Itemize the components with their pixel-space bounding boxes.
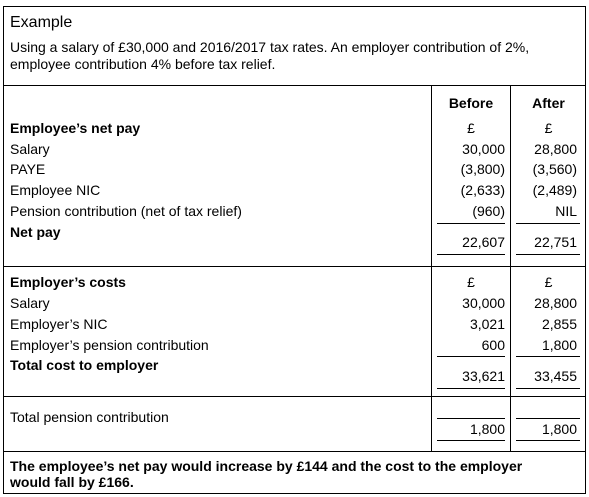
column-divider-before <box>431 85 432 451</box>
example-description-line-1: Using a salary of £30,000 and 2016/2017 tax rates. An employer contribution of 2%, <box>10 39 530 55</box>
employee-row-after: NIL <box>555 203 577 219</box>
divider-employer <box>3 396 586 397</box>
employer-row-label: Employer’s NIC <box>10 316 108 332</box>
divider-employee <box>3 266 586 267</box>
employer-subtotal-rule-after <box>516 356 580 357</box>
pension-total-label: Total pension contribution <box>10 409 169 425</box>
pension-top-rule-before <box>437 418 505 419</box>
employer-total-after: 33,455 <box>534 368 577 384</box>
conclusion-line-1: The employee’s net pay would increase by £144 and the cost to the employer <box>10 458 523 474</box>
divider-header <box>3 85 586 86</box>
employee-row-before: (3,800) <box>460 161 505 177</box>
pension-total-before: 1,800 <box>469 421 505 437</box>
employee-section-heading: Employee’s net pay <box>10 120 141 136</box>
employee-subtotal-rule-after <box>516 223 580 224</box>
column-header-before: Before <box>448 95 494 111</box>
employer-row-before: 3,021 <box>469 316 505 332</box>
employee-currency-before: £ <box>467 120 475 136</box>
employee-total-before: 22,607 <box>462 234 505 250</box>
pension-bottom-rule-before <box>437 440 505 441</box>
column-header-after: After <box>532 95 565 111</box>
employer-row-label: Salary <box>10 295 50 311</box>
employee-row-before: 30,000 <box>462 141 505 157</box>
example-description-line-2: employee contribution 4% before tax relief. <box>10 56 276 72</box>
employee-row-after: (2,489) <box>532 182 577 198</box>
employee-total-label: Net pay <box>10 224 61 240</box>
employee-total-rule-after <box>516 254 580 255</box>
employee-row-label: Employee NIC <box>10 182 101 198</box>
employer-currency-before: £ <box>467 274 475 290</box>
employee-row-label: Pension contribution (net of tax relief) <box>10 203 242 219</box>
example-title: Example <box>10 14 73 31</box>
employer-total-rule-after <box>516 388 580 389</box>
employer-total-rule-before <box>437 388 505 389</box>
employee-row-after: 28,800 <box>534 141 577 157</box>
employer-currency-after: £ <box>544 274 553 290</box>
employer-row-before: 600 <box>481 337 505 353</box>
employee-total-after: 22,751 <box>534 234 577 250</box>
employee-row-before: (2,633) <box>460 182 505 198</box>
divider-pension <box>3 451 586 452</box>
employer-row-label: Employer’s pension contribution <box>10 337 209 353</box>
employer-row-after: 1,800 <box>541 337 577 353</box>
employee-currency-after: £ <box>544 120 553 136</box>
employer-total-label: Total cost to employer <box>10 357 159 373</box>
pension-bottom-rule-after <box>516 440 580 441</box>
employee-row-before: (960) <box>472 203 505 219</box>
employee-total-rule-before <box>437 254 505 255</box>
employer-row-before: 30,000 <box>462 295 505 311</box>
pension-top-rule-after <box>516 418 580 419</box>
employee-row-label: Salary <box>10 141 50 157</box>
column-divider-after <box>510 85 511 451</box>
employee-row-label: PAYE <box>10 161 46 177</box>
employer-section-heading: Employer’s costs <box>10 274 126 290</box>
employer-row-after: 2,855 <box>541 316 577 332</box>
pension-total-after: 1,800 <box>541 421 577 437</box>
employer-row-after: 28,800 <box>534 295 577 311</box>
employer-total-before: 33,621 <box>462 368 505 384</box>
employee-subtotal-rule-before <box>437 223 505 224</box>
employer-subtotal-rule-before <box>437 356 505 357</box>
conclusion-line-2: would fall by £166. <box>10 474 134 490</box>
employee-row-after: (3,560) <box>532 161 577 177</box>
